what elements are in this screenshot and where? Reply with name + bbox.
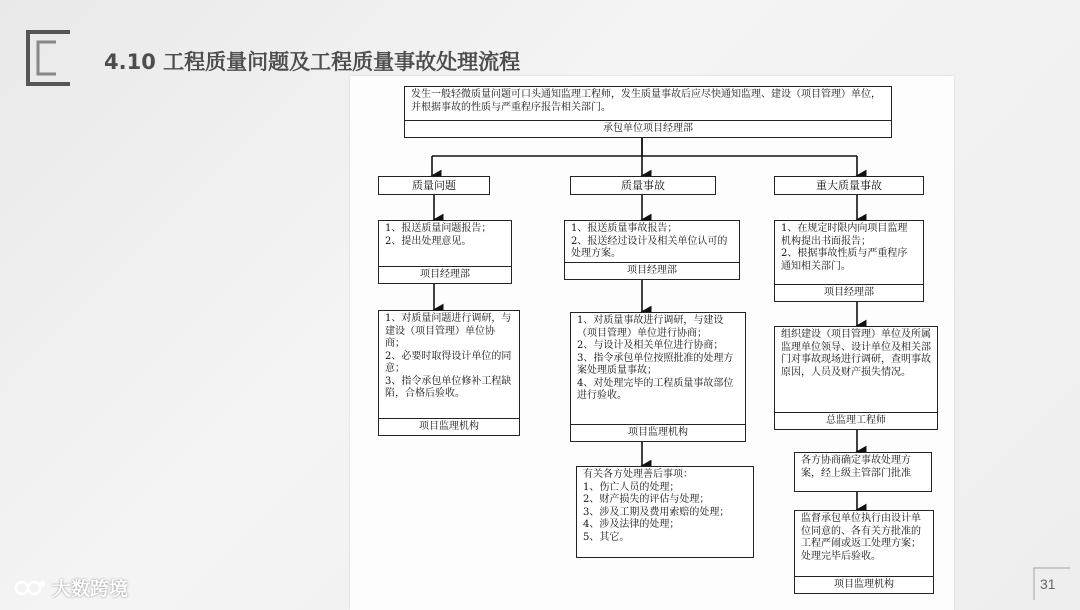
flowchart-panel <box>350 76 954 610</box>
left-step1-text: 1、报送质量问题报告； 2、提出处理意见。 <box>385 223 492 247</box>
middle-step3-box <box>576 466 754 558</box>
left-step2-text: 1、对质量问题进行调研，与建设（项目管理）单位协商； 2、必要时取得设计单位的同意； 3、指令承包单位修补工程缺陷，合格后验收。 <box>385 313 512 399</box>
right-step2-box <box>774 326 938 430</box>
left-step1-footer: 项目经理部 <box>379 266 511 283</box>
watermark-logo <box>14 574 128 601</box>
right-step3-text: 各方协商确定事故处理方案，经上级主管部门批准 <box>801 455 911 479</box>
page-number: 31 <box>1040 576 1056 592</box>
middle-step2-box <box>570 312 746 442</box>
right-step4-box <box>794 510 934 594</box>
right-step2-text: 组织建设（项目管理）单位及所属监理单位领导、设计单位及相关部门对事故现场进行调研，查明事故原因，人员及财产损失情况。 <box>781 329 931 378</box>
left-step2-box <box>378 310 520 436</box>
logo-icon <box>14 576 48 600</box>
left-step2-footer: 项目监理机构 <box>379 418 519 435</box>
middle-step1-box <box>564 220 740 280</box>
right-step4-footer: 项目监理机构 <box>795 576 933 593</box>
middle-step2-text: 1、对质量事故进行调研，与建设（项目管理）单位进行协商； 2、与设计及相关单位进行协商； 3、指令承包单位按照批准的处理方案处理质量事故； 4、对处理完毕的工程质量事故部位进行验收。 <box>577 315 734 401</box>
middle-step1-text: 1、报送质量事故报告； 2、报送经过设计及相关单位认可的处理方案。 <box>571 223 728 259</box>
category-major-accident: 重大质量事故 <box>774 176 924 195</box>
corner-bracket-decoration <box>26 30 70 86</box>
middle-step3-text: 有关各方处理善后事项： 1、伤亡人员的处理； 2、财产损失的评估与处理； 3、涉及工期及费用索赔的处理； 4、涉及法律的处理； 5、其它。 <box>583 469 730 543</box>
middle-step1-footer: 项目经理部 <box>565 262 739 279</box>
category-quality-problem: 质量问题 <box>378 176 490 195</box>
right-step4-text: 监督承包单位执行由设计单位同意的、各有关方批准的工程严闹或返工处理方案；处理完毕后验收。 <box>801 513 921 562</box>
right-step1-box <box>774 220 924 302</box>
page-title: 4.10 工程质量问题及工程质量事故处理流程 <box>104 50 521 74</box>
category-quality-accident: 质量事故 <box>570 176 716 195</box>
right-step2-footer: 总监理工程师 <box>775 412 937 429</box>
right-step1-text: 1、在规定时限内向项目监理机构提出书面报告； 2、根据事故性质与严重程序通知相关部门。 <box>781 223 908 272</box>
flow-top-box-text: 发生一般轻微质量问题可口头通知监理工程师，发生质量事故后应尽快通知监理、建设（项目管理）单位，并根据事故的性质与严重程序报告相关部门。 <box>411 89 881 113</box>
right-step1-footer: 项目经理部 <box>775 284 923 301</box>
middle-step2-footer: 项目监理机构 <box>571 424 745 441</box>
right-step3-box <box>794 452 932 492</box>
watermark-text: 大数跨境 <box>52 578 129 600</box>
flow-top-box <box>404 86 892 138</box>
left-step1-box <box>378 220 512 284</box>
flow-top-box-footer: 承包单位项目经理部 <box>405 120 891 137</box>
